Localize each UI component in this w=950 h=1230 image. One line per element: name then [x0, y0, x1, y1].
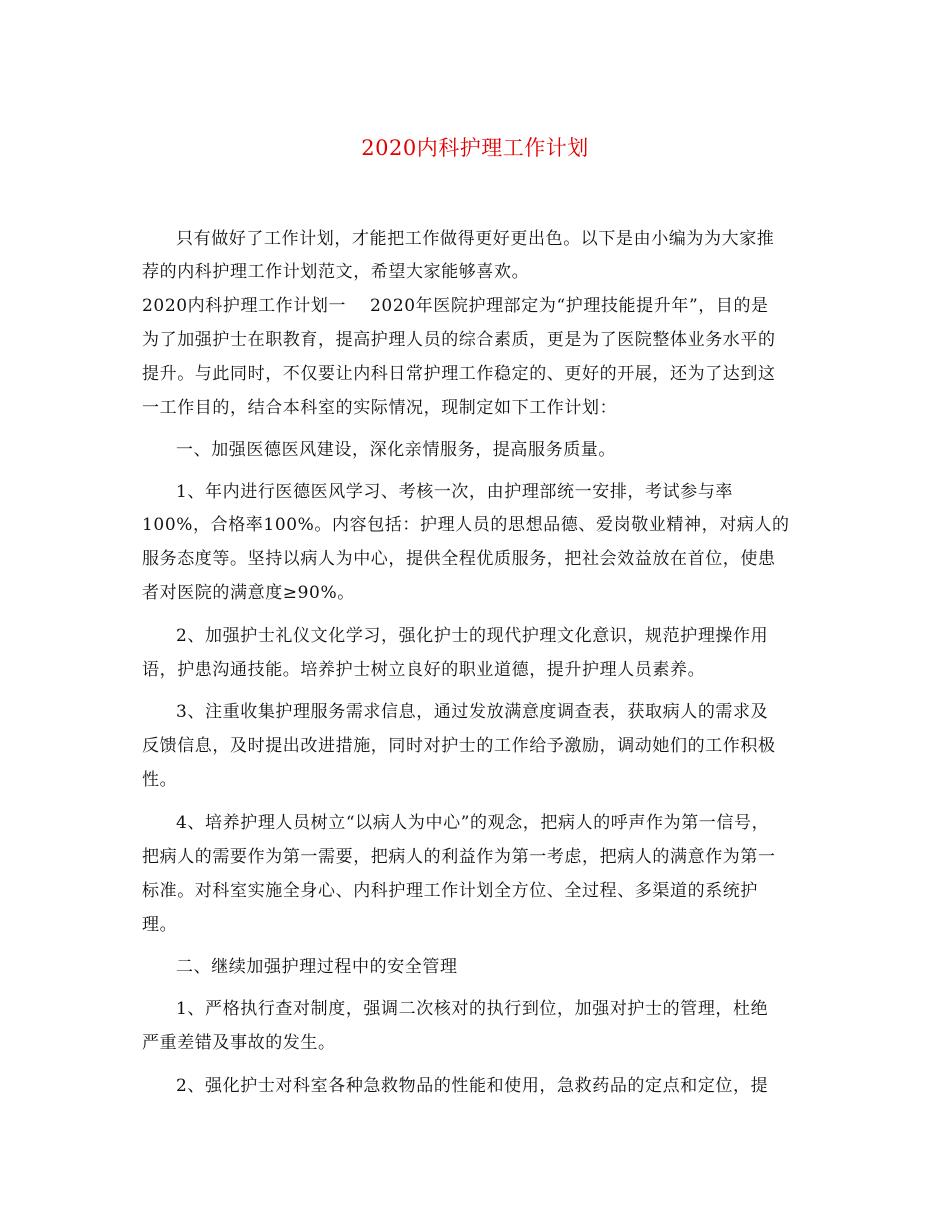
paragraph-line: 只有做好了工作计划，才能把工作做得更好更出色。以下是由小编为为大家推: [176, 229, 775, 249]
paragraph-line: 4、培养护理人员树立“以病人为中心”的观念，把病人的呼声作为第一信号，: [176, 813, 770, 833]
section-heading: 二、继续加强护理过程中的安全管理: [176, 957, 458, 977]
paragraph-line: 2、强化护士对科室各种急救物品的性能和使用，急救药品的定点和定位，提: [176, 1076, 769, 1096]
paragraph-line: 理。: [142, 915, 178, 935]
paragraph-line: 反馈信息，及时提出改进措施，同时对护士的工作给予激励，调动她们的工作积极: [142, 736, 776, 756]
paragraph-line: 把病人的需要作为第一需要，把病人的利益作为第一考虑，把病人的满意作为第一: [142, 847, 776, 867]
section-heading: 一、加强医德医风建设，深化亲情服务，提高服务质量。: [176, 440, 616, 460]
paragraph-line: 提升。与此同时，不仅要让内科日常护理工作稳定的、更好的开展，还为了达到这: [142, 364, 776, 384]
paragraph-line: 为了加强护士在职教育，提高护理人员的综合素质，更是为了医院整体业务水平的: [142, 330, 776, 350]
paragraph-line: 2、加强护士礼仪文化学习，强化护士的现代护理文化意识，规范护理操作用: [176, 626, 769, 646]
plan-heading: 2020内科护理工作计划一: [142, 296, 347, 316]
paragraph-text: 2020年医院护理部定为“护理技能提升年”，目的是: [370, 296, 769, 316]
paragraph-line: 1、年内进行医德医风学习、考核一次，由护理部统一安排，考试参与率: [176, 482, 734, 502]
document-title: 2020内科护理工作计划: [361, 136, 589, 160]
paragraph-line: 严重差错及事故的发生。: [142, 1033, 336, 1053]
paragraph-line: 一工作目的，结合本科室的实际情况，现制定如下工作计划：: [142, 398, 618, 418]
paragraph-line: [142, 294, 812, 318]
paragraph-line: 性。: [142, 770, 178, 790]
paragraph-line: 者对医院的满意度≥90%。: [142, 583, 355, 603]
paragraph-line: 3、注重收集护理服务需求信息，通过发放满意度调查表，获取病人的需求及: [176, 702, 769, 722]
paragraph-line: 荐的内科护理工作计划范文，希望大家能够喜欢。: [142, 262, 530, 282]
paragraph-line: 服务态度等。坚持以病人为中心，提供全程优质服务，把社会效益放在首位，使患: [142, 549, 776, 569]
paragraph-line: 标准。对科室实施全身心、内科护理工作计划全方位、全过程、多渠道的系统护: [142, 881, 758, 901]
paragraph-line: 100%，合格率100%。内容包括：护理人员的思想品德、爱岗敬业精神，对病人的: [142, 515, 790, 535]
paragraph-line: 语，护患沟通技能。培养护士树立良好的职业道德，提升护理人员素养。: [142, 660, 706, 680]
paragraph-line: 1、严格执行查对制度，强调二次核对的执行到位，加强对护士的管理，杜绝: [176, 999, 769, 1019]
